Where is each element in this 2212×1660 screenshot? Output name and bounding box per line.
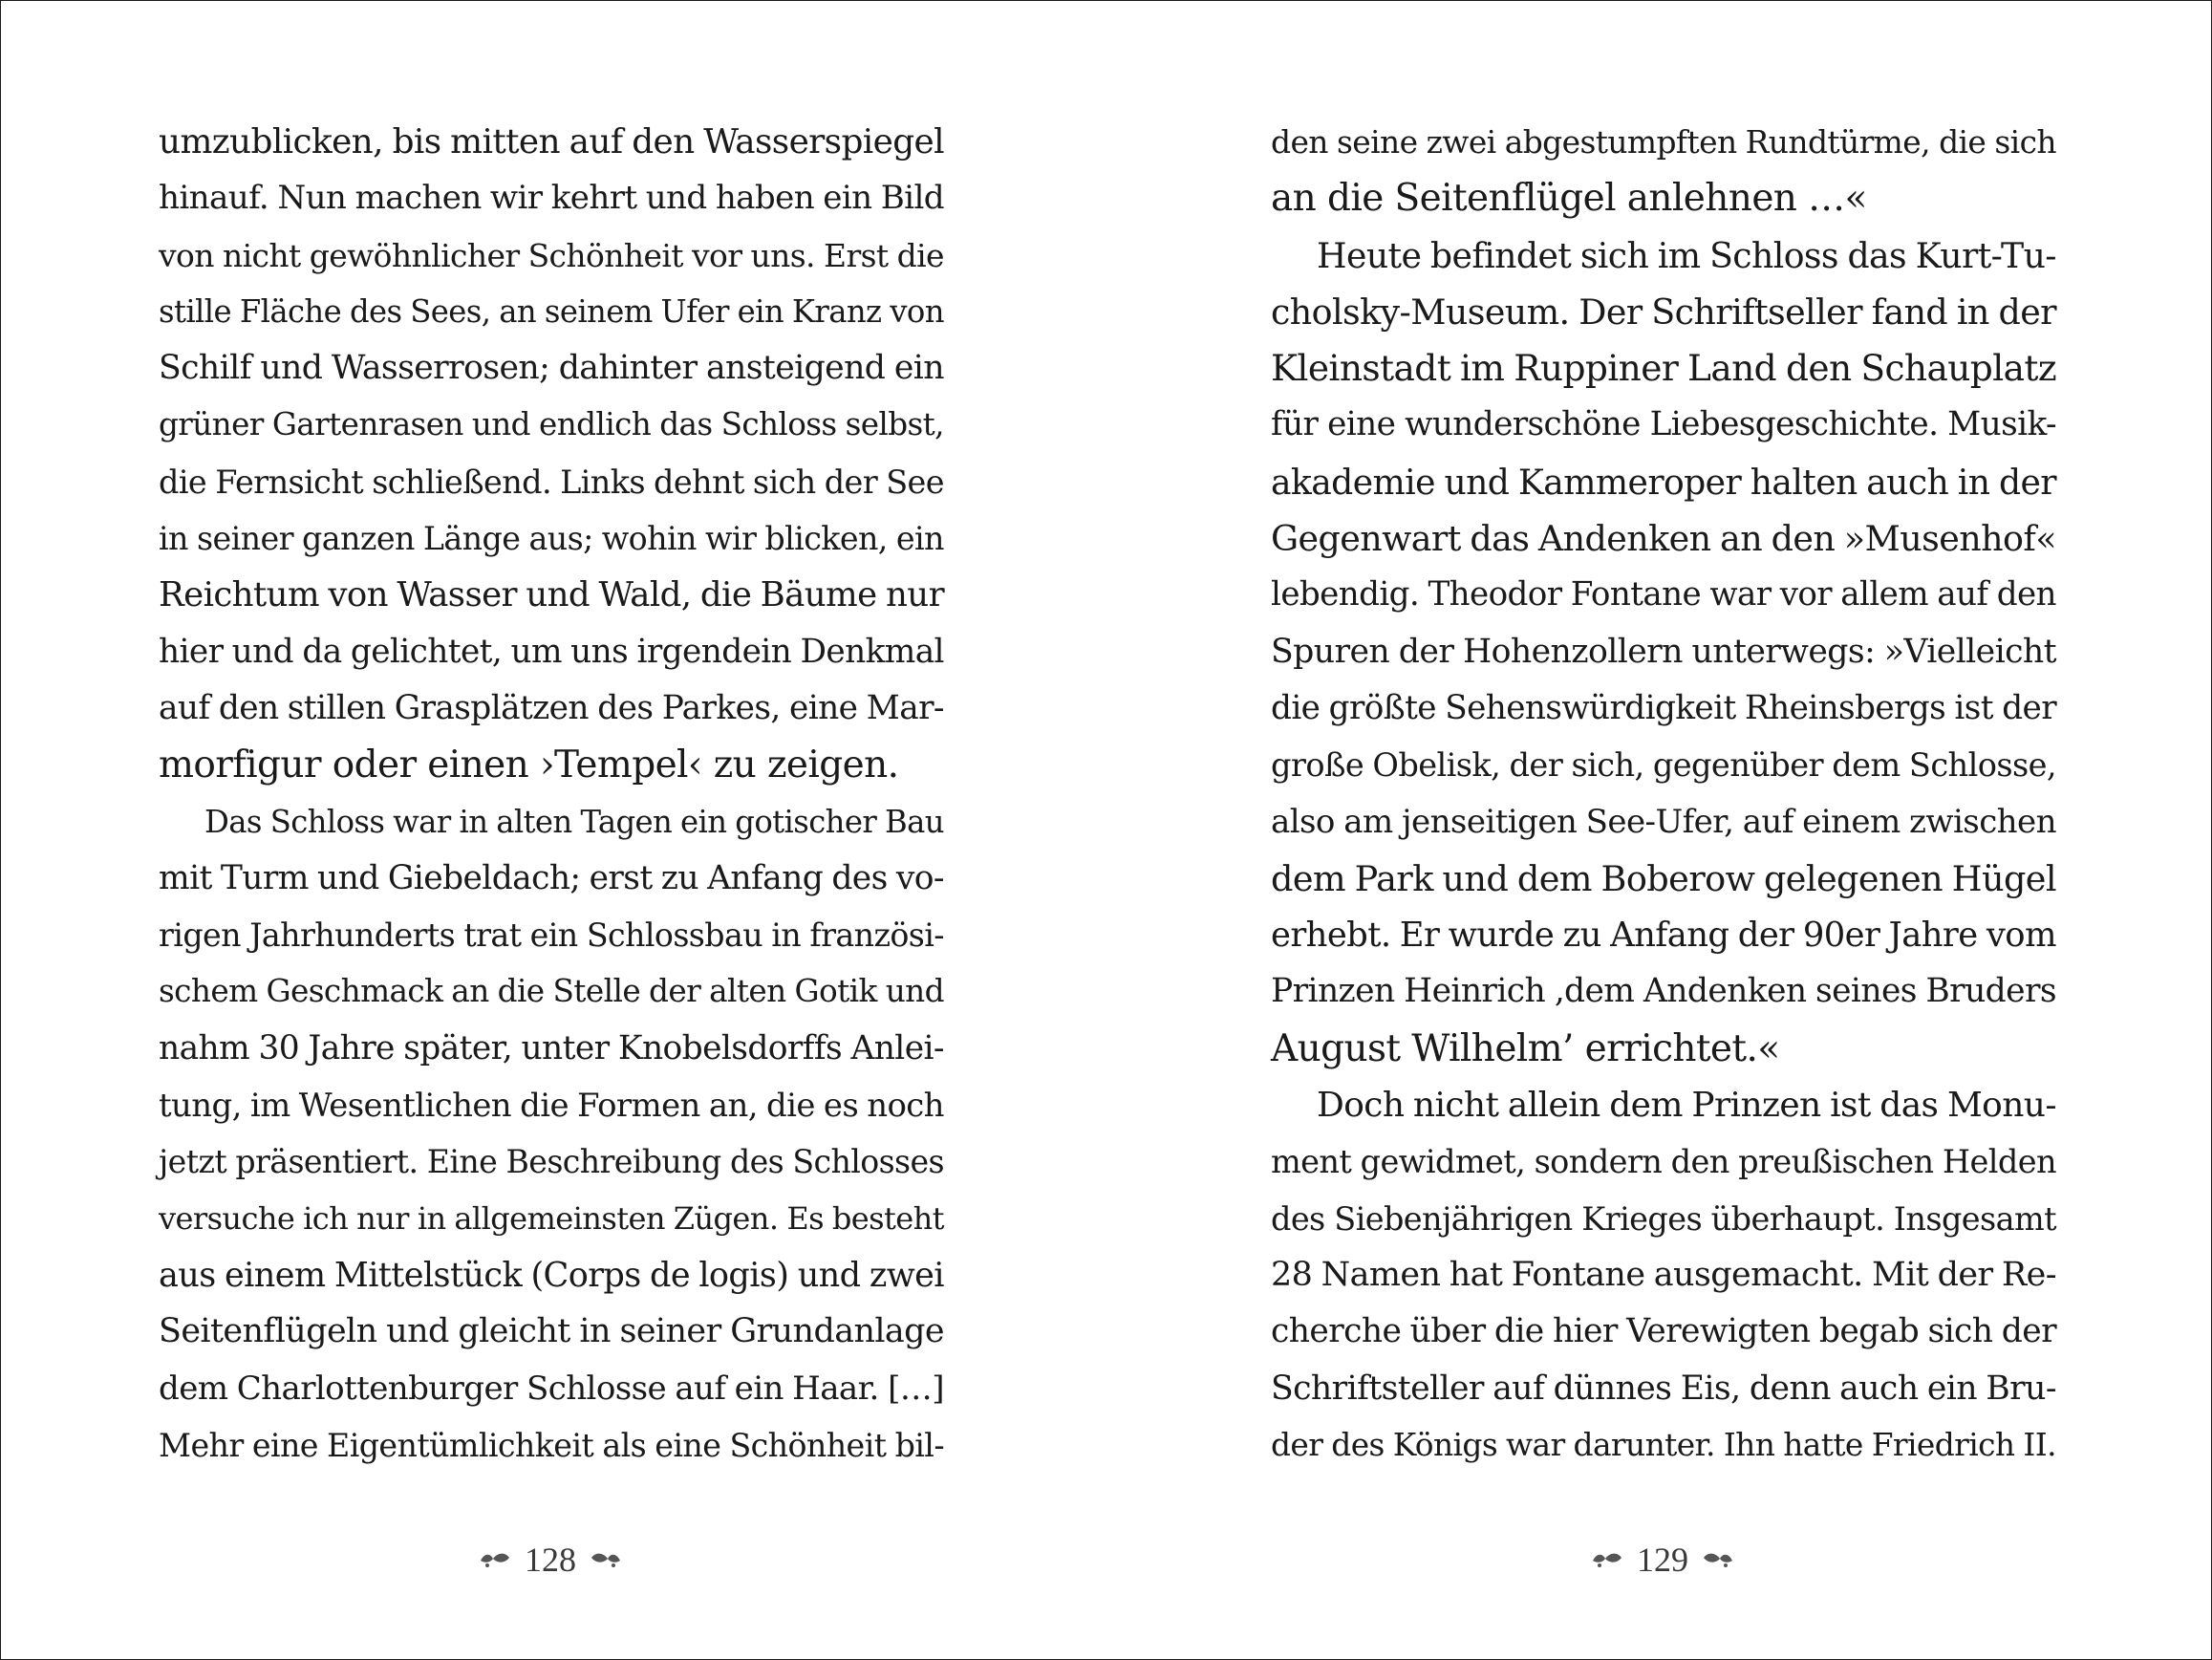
text-line: Seitenflügeln und gleicht in seiner Grundanlage: [159, 1312, 944, 1351]
text-line: dem Charlottenburger Schlosse auf ein Haar. […]: [159, 1369, 944, 1408]
text-line: lebendig. Theodor Fontane war vor allem auf den: [1271, 575, 2056, 614]
text-line: morfigur oder einen ›Tempel‹ zu zeigen.: [159, 744, 899, 787]
leaf-ornament-icon: [1702, 1549, 1734, 1570]
leaf-ornament-icon: [1591, 1549, 1623, 1570]
text-line: Mehr eine Eigentümlichkeit als eine Schönheit bil-: [159, 1426, 944, 1464]
page-number-left: [407, 1536, 694, 1584]
text-line: den seine zwei abgestumpften Rundtürme, die sich: [1271, 123, 2056, 161]
text-line: große Obelisk, der sich, gegenüber dem Schlosse,: [1271, 746, 2056, 785]
text-line: stille Fläche des Sees, an seinem Ufer ein Kranz von: [159, 292, 944, 330]
text-line: erhebt. Er wurde zu Anfang der 90er Jahre vom: [1271, 916, 2056, 956]
text-line: Kleinstadt im Ruppiner Land den Schauplatz: [1271, 347, 2056, 390]
text-line: Schilf und Wasserrosen; dahinter ansteigend ein: [159, 349, 944, 388]
text-line: Gegenwart das Andenken an den »Musenhof«: [1271, 518, 2056, 560]
text-line: Heute befindet sich im Schloss das Kurt-Tu-: [1317, 234, 2056, 276]
text-line: Reichtum von Wasser und Wald, die Bäume nur: [159, 575, 944, 615]
text-line: also am jenseitigen See-Ufer, auf einem zwischen: [1271, 802, 2056, 841]
leaf-ornament-icon: [590, 1549, 622, 1570]
right-page: [1271, 114, 2056, 1474]
text-line: grüner Gartenrasen und endlich das Schloss selbst,: [159, 406, 944, 443]
text-line: Doch nicht allein dem Prinzen ist das Monu-: [1317, 1086, 2056, 1126]
page-number: 128: [525, 1541, 576, 1579]
text-line: ment gewidmet, sondern den preußischen Helden: [1271, 1143, 2056, 1181]
text-line: August Wilhelm’ errichtet.«: [1271, 1026, 1780, 1070]
text-line: Schriftsteller auf dünnes Eis, denn auch ein Bru-: [1271, 1369, 2056, 1408]
text-line: für eine wunderschöne Liebesgeschichte. Musik-: [1271, 405, 2056, 444]
text-line: tung, im Wesentlichen die Formen an, die es noch: [159, 1087, 944, 1125]
text-line: Das Schloss war in alten Tagen ein gotischer Bau: [204, 803, 944, 840]
text-line: rigen Jahrhunderts trat ein Schlossbau in französi-: [159, 916, 944, 955]
text-line: aus einem Mittelstück (Corps de logis) und zwei: [159, 1255, 944, 1295]
text-line: mit Turm und Giebeldach; erst zu Anfang des vo-: [159, 858, 944, 897]
text-line: jetzt präsentiert. Eine Beschreibung des Schlosses: [159, 1143, 944, 1181]
text-line: nahm 30 Jahre später, unter Knobelsdorffs Anlei-: [159, 1028, 944, 1067]
text-line: versuche ich nur in allgemeinsten Zügen. Es besteht: [159, 1199, 944, 1237]
text-line: cherche über die hier Verewigten begab sich der: [1271, 1312, 2056, 1351]
text-line: auf den stillen Grasplätzen des Parkes, eine Mar-: [159, 688, 944, 727]
text-line: der des Königs war darunter. Ihn hatte Friedrich II.: [1271, 1426, 2056, 1463]
text-line: schem Geschmack an die Stelle der alten Gotik und: [159, 973, 944, 1010]
text-line: die Fernsicht schließend. Links dehnt sich der See: [159, 463, 944, 501]
text-line: dem Park und dem Boberow gelegenen Hügel: [1271, 857, 2056, 899]
text-line: in seiner ganzen Länge aus; wohin wir blicken, ein: [159, 520, 944, 558]
text-line: von nicht gewöhnlicher Schönheit vor uns. Erst die: [159, 236, 944, 274]
text-line: hinauf. Nun machen wir kehrt und haben ein Bild: [159, 179, 944, 218]
text-line: an die Seitenflügel anlehnen …«: [1271, 177, 1867, 221]
text-line: Spuren der Hohenzollern unterwegs: »Vielleicht: [1271, 632, 2056, 671]
text-line: umzublicken, bis mitten auf den Wasserspiegel: [159, 122, 944, 162]
leaf-ornament-icon: [479, 1549, 511, 1570]
text-line: die größte Sehenswürdigkeit Rheinsbergs ist der: [1271, 688, 2056, 727]
text-line: 28 Namen hat Fontane ausgemacht. Mit der Re-: [1271, 1255, 2056, 1294]
text-line: Prinzen Heinrich ‚dem Andenken seines Bruders: [1271, 972, 2056, 1011]
text-line: akademie und Kammeroper halten auch in der: [1271, 461, 2056, 503]
left-page: [159, 114, 944, 1474]
page-number-right: [1519, 1536, 1806, 1584]
text-line: hier und da gelichtet, um uns irgendein Denkmal: [159, 632, 944, 671]
text-line: cholsky-Museum. Der Schriftseller fand in der: [1271, 291, 2056, 333]
page-number: 129: [1637, 1541, 1688, 1579]
text-line: des Siebenjährigen Krieges überhaupt. Insgesamt: [1271, 1199, 2056, 1238]
